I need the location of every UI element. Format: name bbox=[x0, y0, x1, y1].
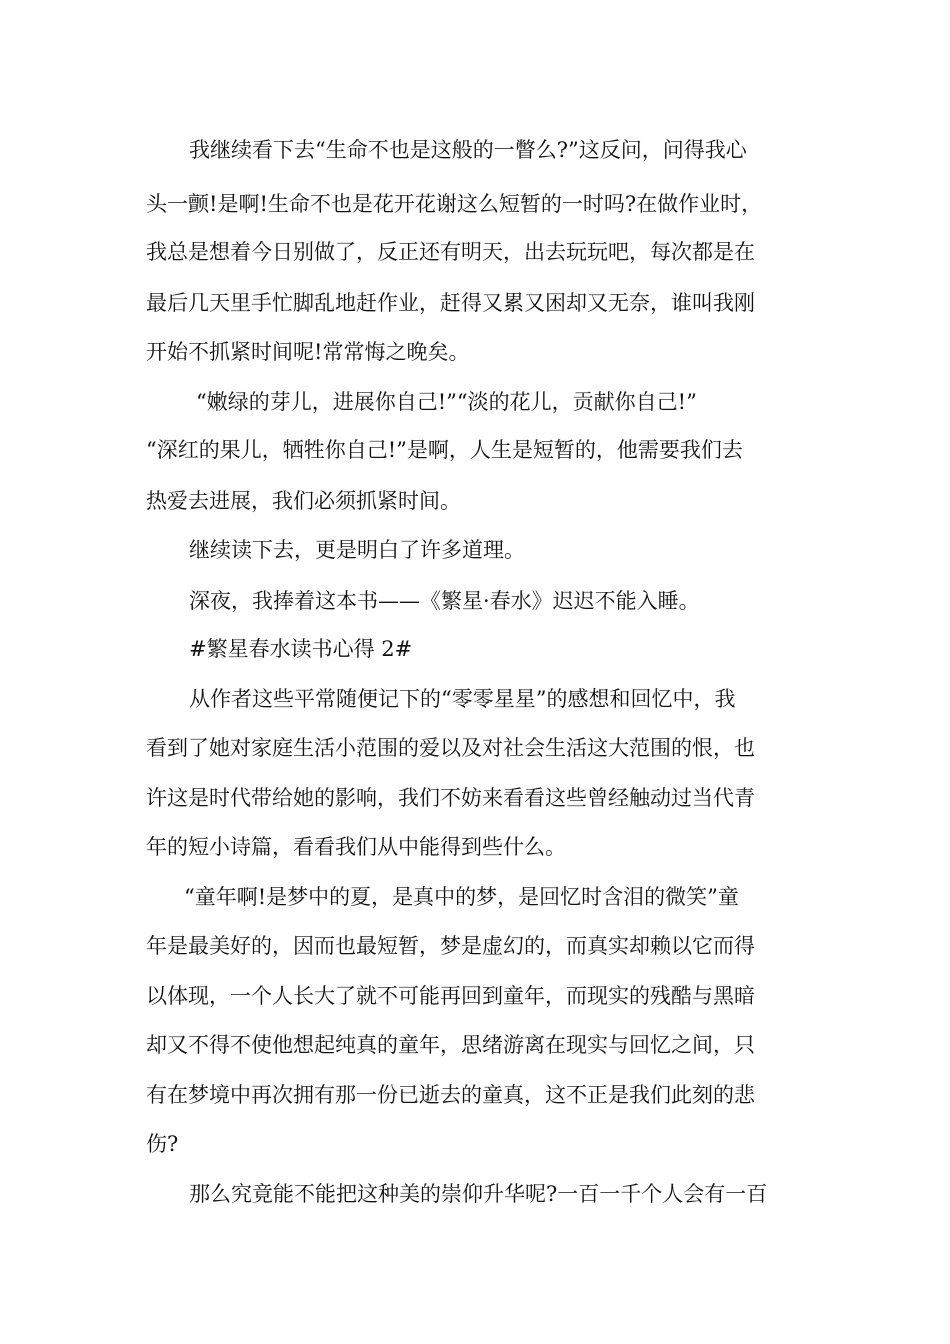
text-line bbox=[0, 1120, 950, 1168]
text-line-content: 深夜，我捧着这本书——《繁星·春水》迟迟不能入睡。 bbox=[189, 589, 700, 613]
text-line-content: 伤? bbox=[146, 1132, 179, 1156]
text-line-content: 看到了她对家庭生活小范围的爱以及对社会生活这大范围的恨，也 bbox=[146, 736, 755, 760]
text-line-content: 从作者这些平常随便记下的“零零星星”的感想和回忆中，我 bbox=[189, 687, 736, 711]
text-line-content: 年是最美好的，因而也最短暂，梦是虚幻的，而真实却赖以它而得 bbox=[146, 934, 755, 958]
text-line bbox=[0, 477, 950, 525]
text-line bbox=[0, 823, 950, 871]
text-line-content: 那么究竟能不能把这种美的崇仰升华呢?一百一千个人会有一百 bbox=[189, 1182, 768, 1206]
text-line-content: 继续读下去，更是明白了许多道理。 bbox=[189, 538, 525, 562]
text-line bbox=[0, 577, 950, 625]
text-line-content: 许这是时代带给她的影响，我们不妨来看看这些曾经触动过当代青 bbox=[146, 786, 755, 810]
text-line bbox=[0, 922, 950, 970]
text-line bbox=[0, 774, 950, 822]
text-line-content: 头一颤!是啊!生命不也是花开花谢这么短暂的一时吗?在做作业时， bbox=[146, 192, 763, 216]
section-heading bbox=[0, 625, 950, 673]
text-line-content: 开始不抓紧时间呢!常常悔之晚矣。 bbox=[146, 340, 470, 364]
text-line bbox=[0, 526, 950, 574]
text-line bbox=[0, 228, 950, 276]
text-line bbox=[0, 126, 950, 174]
text-line bbox=[0, 1170, 950, 1218]
text-line bbox=[0, 724, 950, 772]
text-line-content: 我继续看下去“生命不也是这般的一瞥么?”这反问，问得我心 bbox=[189, 138, 747, 162]
text-line-content: #繁星春水读书心得 2# bbox=[189, 637, 413, 661]
text-line-content: 却又不得不使他想起纯真的童年，思绪游离在现实与回忆之间，只 bbox=[146, 1033, 755, 1057]
text-line-content: 有在梦境中再次拥有那一份已逝去的童真，这不正是我们此刻的悲 bbox=[146, 1083, 755, 1107]
text-line bbox=[0, 378, 950, 426]
text-line bbox=[0, 873, 950, 921]
text-line bbox=[0, 1021, 950, 1069]
text-line bbox=[0, 328, 950, 376]
text-line-content: 年的短小诗篇，看看我们从中能得到些什么。 bbox=[146, 835, 566, 859]
text-line-content: “深红的果儿，牺牲你自己!”是啊，人生是短暂的，他需要我们去 bbox=[146, 438, 743, 462]
text-line-content: 最后几天里手忙脚乱地赶作业，赶得又累又困却又无奈，谁叫我刚 bbox=[146, 291, 755, 315]
text-line bbox=[0, 279, 950, 327]
text-line-content: 以体现，一个人长大了就不可能再回到童年，而现实的残酷与黑暗 bbox=[146, 984, 755, 1008]
text-line bbox=[0, 1071, 950, 1119]
text-line-content: 热爱去进展，我们必须抓紧时间。 bbox=[146, 489, 461, 513]
text-line-content: 我总是想着今日别做了，反正还有明天，出去玩玩吧，每次都是在 bbox=[146, 240, 755, 264]
text-line bbox=[0, 180, 950, 228]
text-line bbox=[0, 426, 950, 474]
text-line-content: “嫩绿的芽儿，进展你自己!”“淡的花儿，贡献你自己!” bbox=[196, 390, 697, 414]
text-line bbox=[0, 675, 950, 723]
text-line-content: “童年啊!是梦中的夏，是真中的梦，是回忆时含泪的微笑”童 bbox=[184, 885, 739, 909]
text-line bbox=[0, 972, 950, 1020]
